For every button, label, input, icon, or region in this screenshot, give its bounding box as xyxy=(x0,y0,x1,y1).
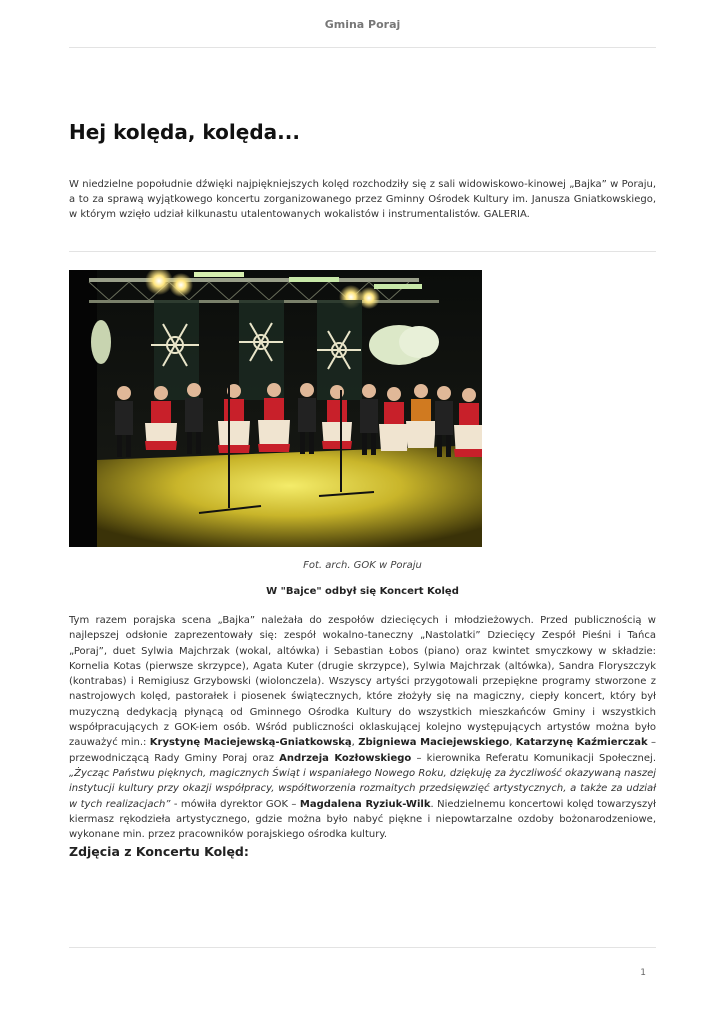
body-text-1: Tym razem porajska scena „Bajka” należała do zespołów dziecięcych i młodzieżowych. Przed publicznością w najlepszej odsłonie zaprezentowały się: zespół wokalno-taneczny „Nastolatki” Dziecięcy Zespół Pieśni i Tańca „Poraj”, duet Sylwia Majchrzak (wokal, altówka) i Sebastian Łobos (piano) oraz kwintet smyczkowy w składzie: Kornelia Kotas (pierwsze skrzypce), Agata Kuter (drugie skrzypce), Sylwia Majchrzak (altówka), Sandra Floryszczyk (kontrabas) i Remigiusz Grzybowski (wiolonczela). Wszyscy artyści przygotowali przepiękne programy stworzone z nastrojowych kolęd, pastorałek i piosenek świątecznych, które złożyły się na magiczny, ciepły koncert, który był muzyczną dedykacją płynącą od Gminnego Ośrodka Kultury do wszystkich mieszkańców Gminy i wszystkich współpracujących z GOK-iem osób. Wśród publiczności oklaskującej kolejno występujących artystów można było zauważyć min.: xyxy=(69,615,656,749)
photo-subtitle: W "Bajce" odbył się Koncert Kolęd xyxy=(266,586,459,597)
concert-photo[interactable] xyxy=(69,270,482,547)
person-name: Zbigniewa Maciejewskiego xyxy=(358,737,510,749)
gallery-heading: Zdjęcia z Koncertu Kolęd: xyxy=(69,844,249,859)
body-text-5: – kierownika Referatu Komunikacji Społecznej. xyxy=(411,752,657,764)
concert-photo-image xyxy=(69,270,482,547)
header-divider xyxy=(69,47,656,48)
photo-credit: Fot. arch. GOK w Poraju xyxy=(303,560,422,571)
person-name: Krystynę Maciejewską-Gniatkowską xyxy=(149,737,352,749)
body-text-3: , xyxy=(509,737,516,749)
footer-divider xyxy=(69,947,656,948)
person-name: Katarzynę Kaźmierczak xyxy=(515,737,648,749)
body-text-7: . Niedzielnemu koncertowi kolęd towarzyszył kiermasz rękodzieła artystycznego, gdzie można było nabyć piękne i niepowtarzalne ozdoby bożonarodzeniowe, wykonane min. przez pracowników porajskiego ośrodka kultury. xyxy=(69,798,656,841)
person-name: Magdalena Ryziuk-Wilk xyxy=(299,798,431,810)
body-text-2: , xyxy=(351,737,359,749)
article-title: Hej kolęda, kolęda... xyxy=(69,120,300,144)
body-text-4: – przewodniczącą Rady Gminy Poraj oraz xyxy=(69,737,656,764)
article-lead: W niedzielne popołudnie dźwięki najpiękniejszych kolęd rozchodziły się z sali widowiskowo-kinowej „Bajka” w Poraju, a to za sprawą wyjątkowego koncertu zorganizowanego przez Gminny Ośrodek Kultury im. Janusza Gniatkowskiego, w którym wzięło udział kilkunastu utalentowanych wokalistów i instrumentalistów. GALERIA. xyxy=(69,179,656,220)
director-quote: „Życząc Państwu pięknych, magicznych Świąt i wspaniałego Nowego Roku, dziękuję za życzliwość okazywaną naszej instytucji kultury przy okazji współpracy, współtworzenia rozmaitych przedsięwzięć artystycznych, a także za udział w tych realizacjach” xyxy=(69,767,656,810)
site-name: Gmina Poraj xyxy=(324,18,401,31)
person-name: Andrzeja Kozłowskiego xyxy=(279,752,412,764)
page-number: 1 xyxy=(640,968,646,978)
lead-divider xyxy=(69,251,656,252)
body-text-6: - mówiła dyrektor GOK – xyxy=(170,798,300,810)
article-body xyxy=(69,613,656,842)
